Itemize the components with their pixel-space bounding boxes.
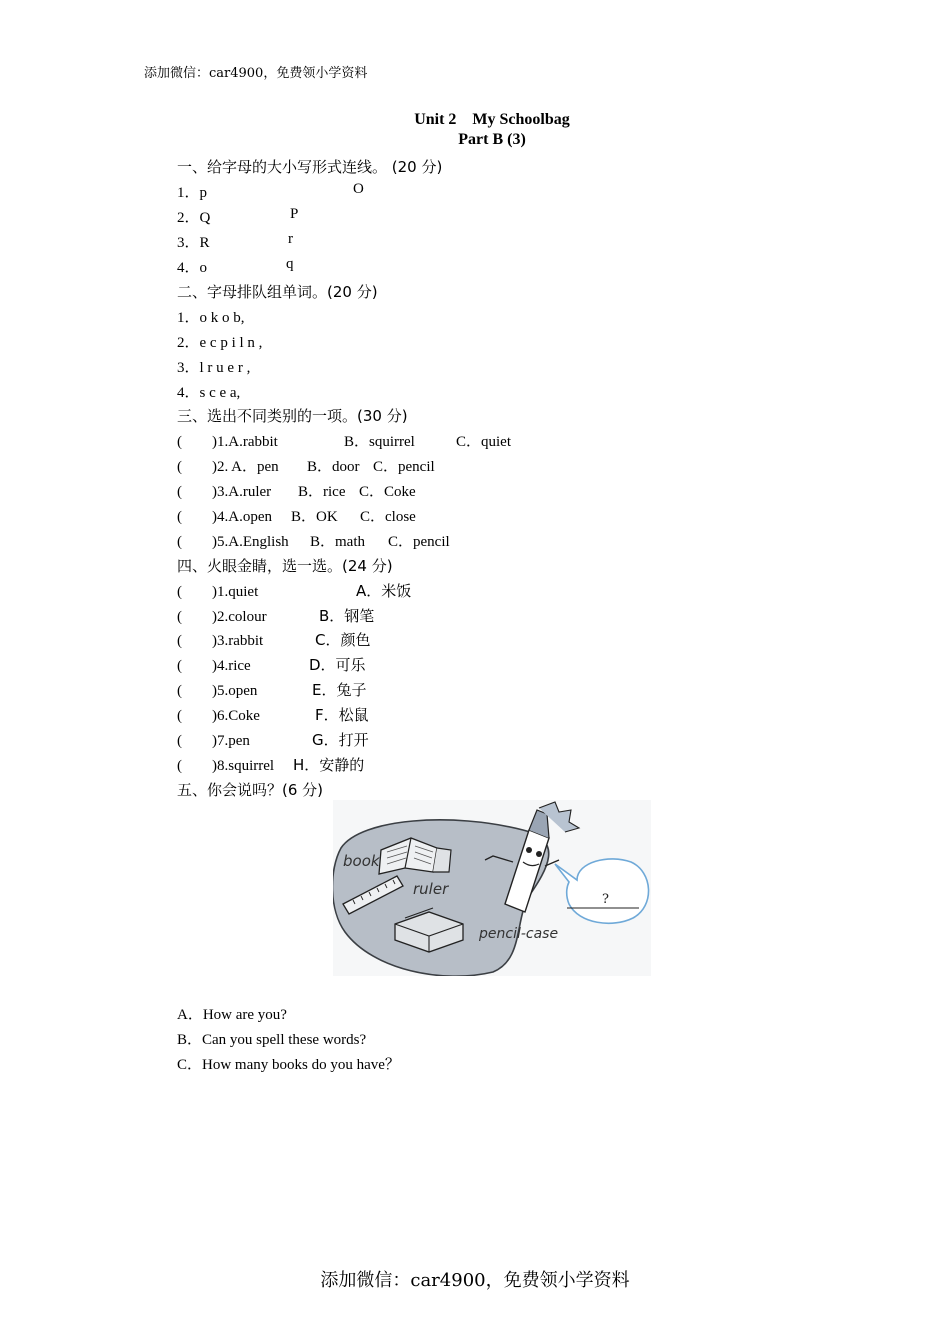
choice-b: B．OK bbox=[291, 509, 338, 525]
scramble-item: 2．e c p i l n , bbox=[177, 335, 263, 351]
match-left: 2．Q bbox=[177, 210, 211, 226]
match-left: 4．o bbox=[177, 260, 208, 276]
scramble-item: 4．s c e a, bbox=[177, 385, 241, 401]
scramble-item: 3．l r u e r , bbox=[177, 360, 251, 376]
word-left: ( )6.Coke bbox=[177, 708, 260, 724]
section1-heading: 一、给字母的大小写形式连线。 (20 分) bbox=[177, 158, 443, 176]
choice-b: B．door bbox=[307, 459, 360, 475]
meaning-right: H．安静的 bbox=[293, 756, 365, 774]
meaning-right: B．钢笔 bbox=[319, 607, 375, 625]
match-left: 1．p bbox=[177, 185, 208, 201]
match-right: O bbox=[353, 181, 364, 197]
meaning-right: C．颜色 bbox=[315, 631, 371, 649]
meaning-right: G．打开 bbox=[312, 731, 369, 749]
answer-option: C．How many books do you have？ bbox=[177, 1057, 400, 1073]
unit-title: Unit 2 My Schoolbag bbox=[414, 111, 570, 128]
choice-a: ( )1.A.rabbit bbox=[177, 434, 278, 450]
book-label: book bbox=[343, 852, 380, 870]
part-title: Part B (3) bbox=[458, 131, 526, 148]
word-left: ( )4.rice bbox=[177, 658, 251, 674]
match-right: q bbox=[286, 256, 294, 272]
word-left: ( )8.squirrel bbox=[177, 758, 275, 774]
match-right: P bbox=[290, 206, 299, 222]
pencil-illustration bbox=[333, 800, 651, 976]
word-left: ( )1.quiet bbox=[177, 584, 259, 600]
scramble-item: 1．o k o b, bbox=[177, 310, 245, 326]
header-watermark: 添加微信：car4900，免费领小学资料 bbox=[144, 66, 368, 81]
choice-a: ( )5.A.English bbox=[177, 534, 289, 550]
section4-heading: 四、火眼金睛，选一选。(24 分) bbox=[177, 557, 393, 575]
word-left: ( )3.rabbit bbox=[177, 633, 264, 649]
section5-heading: 五、你会说吗？(6 分) bbox=[177, 781, 324, 799]
choice-a: ( )3.A.ruler bbox=[177, 484, 272, 500]
footer-watermark: 添加微信：car4900，免费领小学资料 bbox=[320, 1270, 630, 1291]
answer-option: A．How are you? bbox=[177, 1007, 287, 1023]
choice-c: C．pencil bbox=[388, 534, 450, 550]
section3-heading: 三、选出不同类别的一项。(30 分) bbox=[177, 407, 408, 425]
pencil-case-label: pencil-case bbox=[479, 926, 559, 942]
choice-c: C．Coke bbox=[359, 484, 416, 500]
choice-b: B．math bbox=[310, 534, 365, 550]
choice-a: ( )2. A．pen bbox=[177, 459, 279, 475]
answer-option: B．Can you spell these words? bbox=[177, 1032, 367, 1048]
match-left: 3．R bbox=[177, 235, 210, 251]
meaning-right: F．松鼠 bbox=[315, 706, 369, 724]
choice-c: C．pencil bbox=[373, 459, 435, 475]
choice-b: B．squirrel bbox=[344, 434, 415, 450]
choice-a: ( )4.A.open bbox=[177, 509, 272, 525]
choice-b: B．rice bbox=[298, 484, 346, 500]
choice-c: C．close bbox=[360, 509, 416, 525]
word-left: ( )5.open bbox=[177, 683, 258, 699]
meaning-right: E．兔子 bbox=[312, 681, 367, 699]
meaning-right: D．可乐 bbox=[309, 656, 366, 674]
section2-heading: 二、字母排队组单词。(20 分) bbox=[177, 283, 378, 301]
word-left: ( )2.colour bbox=[177, 609, 267, 625]
meaning-right: A．米饭 bbox=[356, 582, 412, 600]
match-right: r bbox=[288, 231, 293, 247]
bubble-question-mark: ? bbox=[602, 892, 609, 907]
choice-c: C．quiet bbox=[456, 434, 511, 450]
ruler-label: ruler bbox=[413, 880, 449, 898]
word-left: ( )7.pen bbox=[177, 733, 250, 749]
